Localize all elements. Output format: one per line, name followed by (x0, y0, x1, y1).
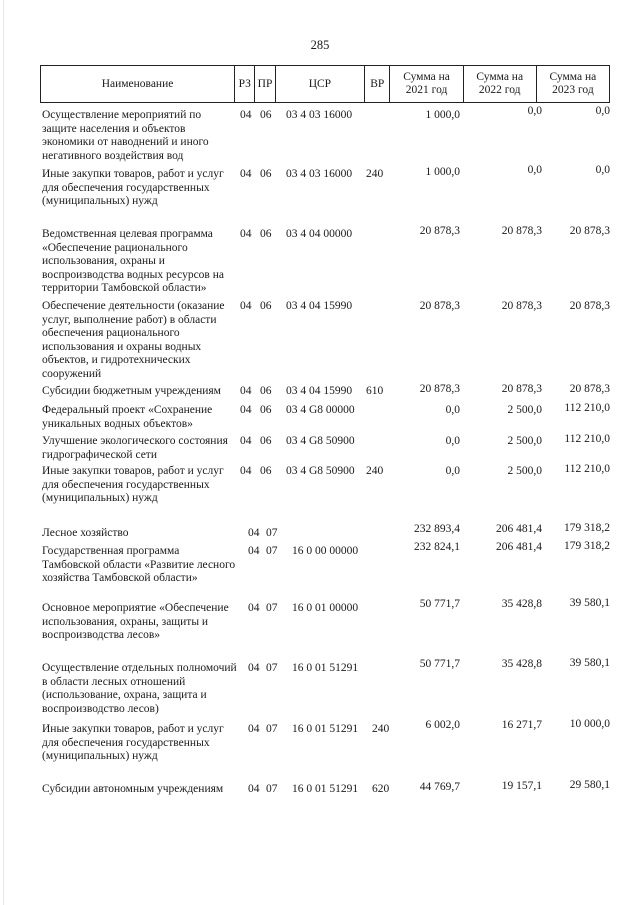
row-rz: 04 (240, 300, 252, 312)
row-sum-2023: 112 210,0 (564, 433, 610, 445)
row-vr: 240 (372, 723, 390, 735)
row-sum-2023: 39 580,1 (569, 597, 610, 609)
row-pr: 06 (260, 168, 272, 180)
header-sum-2022: Сумма на 2022 год (463, 66, 536, 103)
row-pr: 07 (266, 783, 278, 795)
row-pr: 06 (260, 300, 272, 312)
row-sum-2021: 50 771,7 (419, 658, 460, 670)
row-sum-2023: 10 000,0 (569, 718, 610, 730)
row-csr: 03 4 03 16000 (286, 109, 353, 121)
row-rz: 04 (240, 404, 252, 416)
header-pr: ПР (255, 66, 275, 103)
row-pr: 06 (260, 404, 272, 416)
row-csr: 16 0 01 51291 (292, 783, 359, 795)
row-csr: 03 4 G8 50900 (286, 465, 355, 477)
row-sum-2022: 2 500,0 (507, 435, 542, 447)
row-sum-2023: 39 580,1 (569, 657, 610, 669)
row-sum-2022: 35 428,8 (501, 598, 542, 610)
row-pr: 07 (266, 602, 278, 614)
row-name: Субсидии бюджетным учреждениям (42, 385, 221, 397)
row-pr: 07 (266, 545, 278, 557)
header-csr: ЦСР (275, 66, 364, 103)
row-sum-2021: 0,0 (445, 435, 460, 447)
row-sum-2022: 0,0 (527, 164, 542, 176)
row-sum-2021: 0,0 (445, 404, 460, 416)
row-sum-2023: 112 210,0 (564, 402, 610, 414)
row-sum-2022: 35 428,8 (501, 658, 542, 670)
row-sum-2023: 0,0 (595, 164, 610, 176)
row-sum-2021: 20 878,3 (419, 383, 460, 395)
row-rz: 04 (248, 545, 260, 557)
row-name: Субсидии автономным учреждениям (42, 783, 224, 795)
header-name: Наименование (41, 66, 235, 103)
row-rz: 04 (248, 662, 260, 674)
row-name: Улучшение экологического состояния гидрографической сети (42, 435, 228, 461)
row-rz: 04 (240, 109, 252, 121)
header-rz: РЗ (235, 66, 255, 103)
row-vr: 240 (366, 465, 384, 477)
row-sum-2022: 20 878,3 (501, 225, 542, 237)
row-sum-2022: 0,0 (527, 105, 542, 117)
row-sum-2023: 0,0 (595, 105, 610, 117)
row-sum-2023: 20 878,3 (569, 300, 610, 312)
row-sum-2021: 20 878,3 (419, 300, 460, 312)
row-sum-2022: 2 500,0 (507, 465, 542, 477)
row-name: Иные закупки товаров, работ и услуг для обеспечения государственных (муниципальных) нужд (42, 168, 224, 208)
row-sum-2021: 1 000,0 (425, 166, 460, 178)
row-csr: 16 0 01 51291 (292, 662, 359, 674)
row-name: Осуществление мероприятий по защите населения и объектов экономики от наводнений и иного негативного воздействия вод (42, 109, 209, 162)
row-sum-2023: 20 878,3 (569, 225, 610, 237)
row-sum-2021: 6 002,0 (425, 719, 460, 731)
row-sum-2022: 206 481,4 (496, 541, 542, 553)
row-pr: 06 (260, 109, 272, 121)
row-csr: 03 4 G8 50900 (286, 435, 355, 447)
row-pr: 06 (260, 228, 272, 240)
row-sum-2023: 20 878,3 (569, 383, 610, 395)
row-pr: 06 (260, 385, 272, 397)
row-pr: 07 (266, 662, 278, 674)
row-csr: 03 4 04 15990 (286, 300, 353, 312)
row-rz: 04 (240, 168, 252, 180)
row-rz: 04 (240, 465, 252, 477)
row-sum-2021: 0,0 (445, 465, 460, 477)
row-sum-2022: 19 157,1 (501, 780, 542, 792)
row-name: Обеспечение деятельности (оказание услуг, выполнение работ) в области обеспечения рационального использования и охраны водных объектов, и гидротехнических сооружений (42, 300, 225, 380)
row-sum-2022: 20 878,3 (501, 300, 542, 312)
row-name: Ведомственная целевая программа «Обеспечение рационального использования, охраны и воспроизводства водных ресурсов на территории Тамбовской области» (42, 228, 224, 295)
row-csr: 03 4 04 00000 (286, 228, 353, 240)
row-csr: 03 4 G8 00000 (286, 404, 355, 416)
row-sum-2021: 20 878,3 (419, 225, 460, 237)
row-sum-2022: 16 271,7 (501, 719, 542, 731)
row-pr: 06 (260, 435, 272, 447)
row-sum-2021: 232 824,1 (414, 541, 460, 553)
row-csr: 16 0 01 00000 (292, 602, 359, 614)
row-csr: 16 0 01 51291 (292, 723, 359, 735)
row-rz: 04 (248, 723, 260, 735)
row-sum-2021: 232 893,4 (414, 523, 460, 535)
row-csr: 16 0 00 00000 (292, 545, 359, 557)
row-sum-2022: 20 878,3 (501, 383, 542, 395)
row-sum-2022: 2 500,0 (507, 404, 542, 416)
row-sum-2021: 50 771,7 (419, 598, 460, 610)
row-pr: 07 (266, 527, 278, 539)
row-sum-2023: 179 318,2 (564, 522, 610, 534)
row-name: Государственная программа Тамбовской области «Развитие лесного хозяйства Тамбовской области» (42, 545, 236, 585)
header-vr: ВР (365, 66, 390, 103)
row-name: Иные закупки товаров, работ и услуг для обеспечения государственных (муниципальных) нужд (42, 723, 224, 763)
scan-edge-line (3, 0, 4, 905)
row-sum-2023: 112 210,0 (564, 463, 610, 475)
row-sum-2021: 1 000,0 (425, 109, 460, 121)
row-sum-2023: 29 580,1 (569, 779, 610, 791)
row-rz: 04 (240, 385, 252, 397)
page-number: 285 (310, 38, 330, 52)
row-vr: 620 (372, 783, 390, 795)
table-header (40, 65, 610, 103)
header-sum-2023: Сумма на 2023 год (536, 66, 609, 103)
row-name: Основное мероприятие «Обеспечение использования, охраны, защиты и воспроизводства лесов» (42, 602, 229, 642)
row-sum-2023: 179 318,2 (564, 540, 610, 552)
row-pr: 06 (260, 465, 272, 477)
row-rz: 04 (248, 602, 260, 614)
row-rz: 04 (248, 783, 260, 795)
row-sum-2021: 44 769,7 (419, 781, 460, 793)
row-rz: 04 (248, 527, 260, 539)
row-pr: 07 (266, 723, 278, 735)
row-csr: 03 4 04 15990 (286, 385, 353, 397)
row-name: Осуществление отдельных полномочий в области лесных отношений (использование, охрана, защита и воспроизводство лесов) (42, 662, 237, 715)
row-vr: 610 (366, 385, 384, 397)
row-csr: 03 4 03 16000 (286, 168, 353, 180)
row-name: Федеральный проект «Сохранение уникальных водных объектов» (42, 404, 213, 430)
row-name: Иные закупки товаров, работ и услуг для обеспечения государственных (муниципальных) нужд (42, 465, 224, 505)
row-name: Лесное хозяйство (42, 527, 129, 539)
row-rz: 04 (240, 228, 252, 240)
row-rz: 04 (240, 435, 252, 447)
row-sum-2022: 206 481,4 (496, 523, 542, 535)
row-vr: 240 (366, 168, 384, 180)
header-sum-2021: Сумма на 2021 год (390, 66, 463, 103)
